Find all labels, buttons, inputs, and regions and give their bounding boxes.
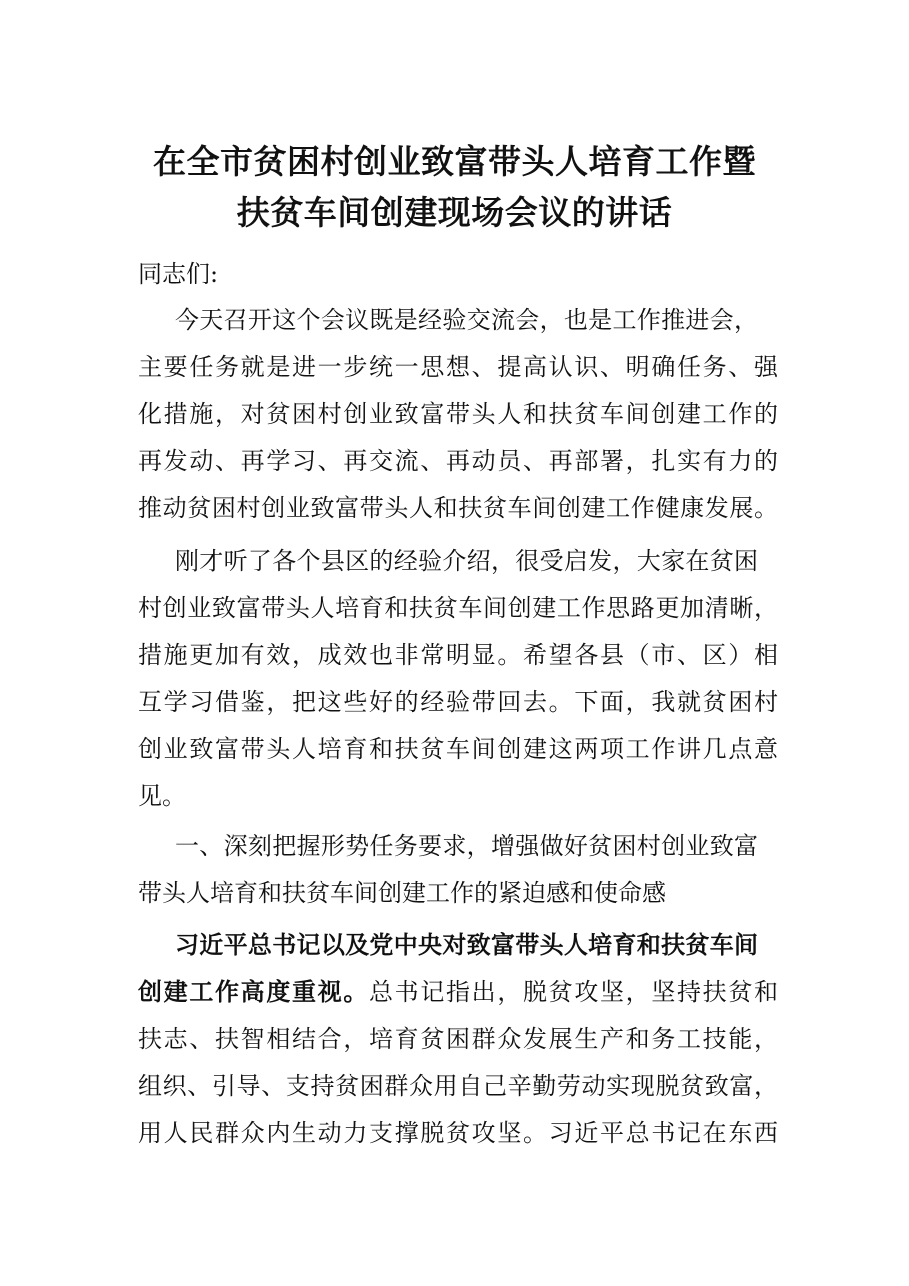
paragraph-3-line-5: 用人民群众内生动力支撑脱贫攻坚。习近平总书记在东西	[138, 1119, 778, 1147]
paragraph-2-line-1: 刚才听了各个县区的经验介绍，很受启发，大家在贫困	[175, 547, 758, 575]
paragraph-2-line-5: 创业致富带头人培育和扶贫车间创建这两项工作讲几点意	[138, 735, 778, 763]
paragraph-2-line-4: 互学习借鉴，把这些好的经验带回去。下面，我就贫困村	[138, 688, 778, 716]
paragraph-2-line-2: 村创业致富带头人培育和扶贫车间创建工作思路更加清晰，	[138, 594, 778, 622]
paragraph-2-line-6: 见。	[138, 782, 186, 810]
paragraph-3-bold-lead: 创建工作高度重视。	[138, 978, 369, 1006]
paragraph-3-line-4: 组织、引导、支持贫困群众用自己辛勤劳动实现脱贫致富，	[138, 1072, 778, 1100]
paragraph-3-bold-line-1: 习近平总书记以及党中央对致富带头人培育和扶贫车间	[175, 931, 758, 959]
paragraph-3-line-2-rest: 总书记指出，脱贫攻坚，坚持扶贫和	[369, 978, 778, 1006]
paragraph-1-line-3: 化措施，对贫困村创业致富带头人和扶贫车间创建工作的	[138, 400, 778, 428]
section-heading-1-line-2: 带头人培育和扶贫车间创建工作的紧迫感和使命感	[138, 879, 666, 907]
paragraph-1-line-5: 推动贫困村创业致富带头人和扶贫车间创建工作健康发展。	[138, 494, 778, 522]
paragraph-2-line-3: 措施更加有效，成效也非常明显。希望各县（市、区）相	[138, 641, 778, 669]
paragraph-3-line-3: 扶志、扶智相结合，培育贫困群众发展生产和务工技能，	[138, 1025, 778, 1053]
section-heading-1-line-1: 一、深刻把握形势任务要求，增强做好贫困村创业致富	[175, 832, 758, 860]
salutation: 同志们:	[138, 260, 219, 288]
paragraph-1-line-1: 今天召开这个会议既是经验交流会，也是工作推进会，	[175, 306, 758, 334]
paragraph-3-line-2	[138, 980, 778, 1004]
paragraph-1-line-2: 主要任务就是进一步统一思想、提高认识、明确任务、强	[138, 353, 778, 381]
paragraph-1-line-4: 再发动、再学习、再交流、再动员、再部署，扎实有力的	[138, 447, 778, 475]
document-title-line-1: 在全市贫困村创业致富带头人培育工作暨	[153, 142, 756, 181]
document-title-line-2: 扶贫车间创建现场会议的讲话	[236, 193, 673, 232]
